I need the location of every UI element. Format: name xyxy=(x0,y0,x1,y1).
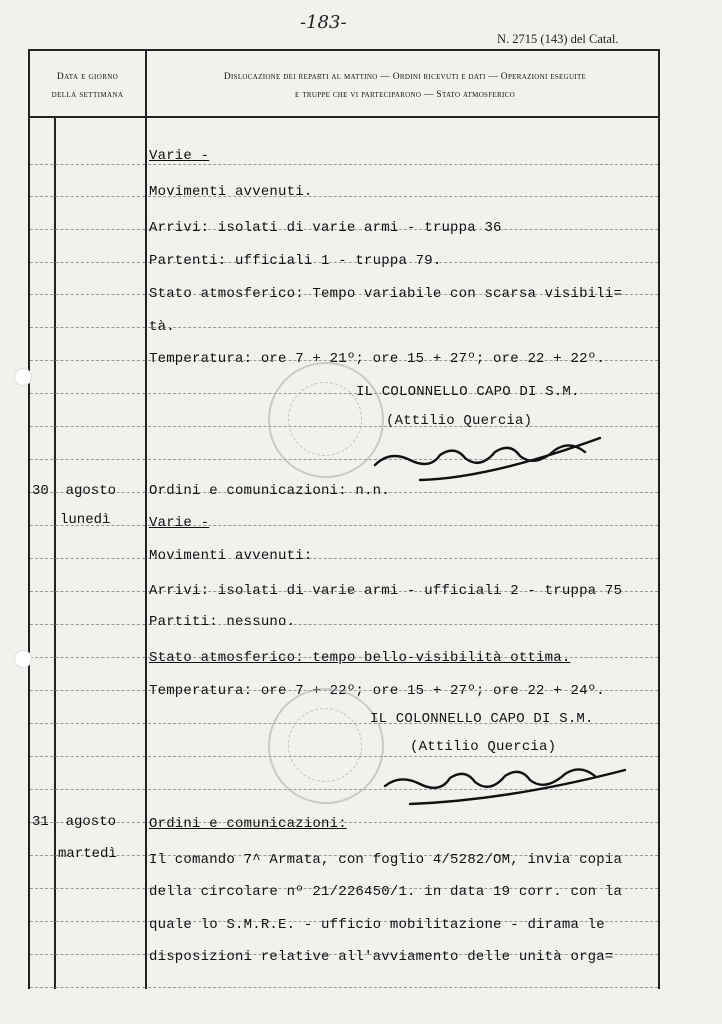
date-column-header xyxy=(30,68,145,104)
content-column-header xyxy=(150,68,660,104)
ruling-line xyxy=(30,459,145,460)
entry3-line: Ordini e comunicazioni: xyxy=(149,816,347,832)
official-stamp xyxy=(268,362,384,478)
ruling-line xyxy=(30,360,145,361)
ruling-line xyxy=(30,888,145,889)
ruling-line xyxy=(30,591,145,592)
ruling-line xyxy=(30,196,145,197)
entry3-date: 31 agosto xyxy=(32,814,117,830)
signature-title: IL COLONNELLO CAPO DI S.M. xyxy=(356,384,580,400)
entry1-line: Movimenti avvenuti. xyxy=(149,184,313,200)
ruling-line xyxy=(30,294,145,295)
official-stamp xyxy=(268,688,384,804)
ruling-line xyxy=(30,723,145,724)
ruling-line xyxy=(30,657,145,658)
handwritten-signature xyxy=(370,430,610,500)
ruling-line xyxy=(30,393,145,394)
entry2-line: Movimenti avvenuti: xyxy=(149,548,313,564)
ruling-line xyxy=(30,327,145,328)
entry2-date: 30 agosto xyxy=(32,483,117,499)
entry2-line: Ordini e comunicazioni: n.n. xyxy=(149,483,390,499)
ruling-line xyxy=(30,921,145,922)
ruling-line xyxy=(30,558,145,559)
signature-name: (Attilio Quercia) xyxy=(410,739,557,755)
signature-name: (Attilio Quercia) xyxy=(386,413,533,429)
ruling-line xyxy=(30,756,145,757)
column-divider xyxy=(145,49,147,989)
table-frame xyxy=(28,49,660,989)
entry2-line: Varie - xyxy=(149,515,210,531)
header-divider xyxy=(28,116,660,118)
page-number: -183- xyxy=(300,12,347,33)
entry3-line: Il comando 7^ Armata, con foglio 4/5282/OM, invia copia xyxy=(149,852,623,868)
entry2-line: Partiti: nessuno. xyxy=(149,614,296,630)
ruling-line xyxy=(30,789,145,790)
ruling-line xyxy=(30,987,145,988)
entry3-line: disposizioni relative all'avviamento delle unità orga= xyxy=(149,949,614,965)
ruling-line xyxy=(30,624,145,625)
punch-hole xyxy=(14,650,32,668)
entry1-line: Varie - xyxy=(149,148,210,164)
ruling-line xyxy=(30,164,145,165)
ruling-line xyxy=(148,164,658,165)
entry2-weekday: lunedì xyxy=(60,512,111,528)
ruling-line xyxy=(30,954,145,955)
entry1-line: Arrivi: isolati di varie armi - truppa 36 xyxy=(149,220,502,236)
date-header-line1: Data e giorno xyxy=(56,72,119,82)
content-header-line2: e truppe che vi parteciparono — Stato atmosferico xyxy=(295,90,515,100)
ruling-line xyxy=(30,426,145,427)
entry1-line: Partenti: ufficiali 1 - truppa 79. xyxy=(149,253,442,269)
handwritten-signature xyxy=(380,756,630,826)
entry1-line: tà. xyxy=(149,319,175,335)
date-header-line2: della settimana xyxy=(51,90,124,100)
catalog-reference: N. 2715 (143) del Catal. xyxy=(497,32,619,46)
date-column-inner-line xyxy=(54,116,56,989)
ruling-line xyxy=(30,262,145,263)
entry2-line: Arrivi: isolati di varie armi - ufficiali 2 - truppa 75 xyxy=(149,583,623,599)
entry3-line: della circolare nº 21/226450/1. in data 19 corr. con la xyxy=(149,884,623,900)
ruling-line xyxy=(148,327,658,328)
signature-title: IL COLONNELLO CAPO DI S.M. xyxy=(370,711,594,727)
punch-hole xyxy=(14,368,32,386)
ruling-line xyxy=(30,690,145,691)
ruling-line xyxy=(148,525,658,526)
content-header-line1: Dislocazione dei reparti al mattino — Ordini ricevuti e dati — Operazioni eseguite xyxy=(223,72,587,82)
entry3-line: quale lo S.M.R.E. - ufficio mobilitazione - dirama le xyxy=(149,917,605,933)
entry1-line: Temperatura: ore 7 + 21º; ore 15 + 27º; ore 22 + 22º. xyxy=(149,351,605,367)
entry2-line: Temperatura: ore 7 + 22º; ore 15 + 27º; ore 22 + 24º. xyxy=(149,683,605,699)
ruling-line xyxy=(30,229,145,230)
entry3-weekday: martedì xyxy=(58,846,117,862)
ruling-line xyxy=(148,987,658,988)
entry1-line: Stato atmosferico: Tempo variabile con scarsa visibili= xyxy=(149,286,623,302)
entry2-line: Stato atmosferico: tempo bello-visibilità ottima. xyxy=(149,650,571,666)
